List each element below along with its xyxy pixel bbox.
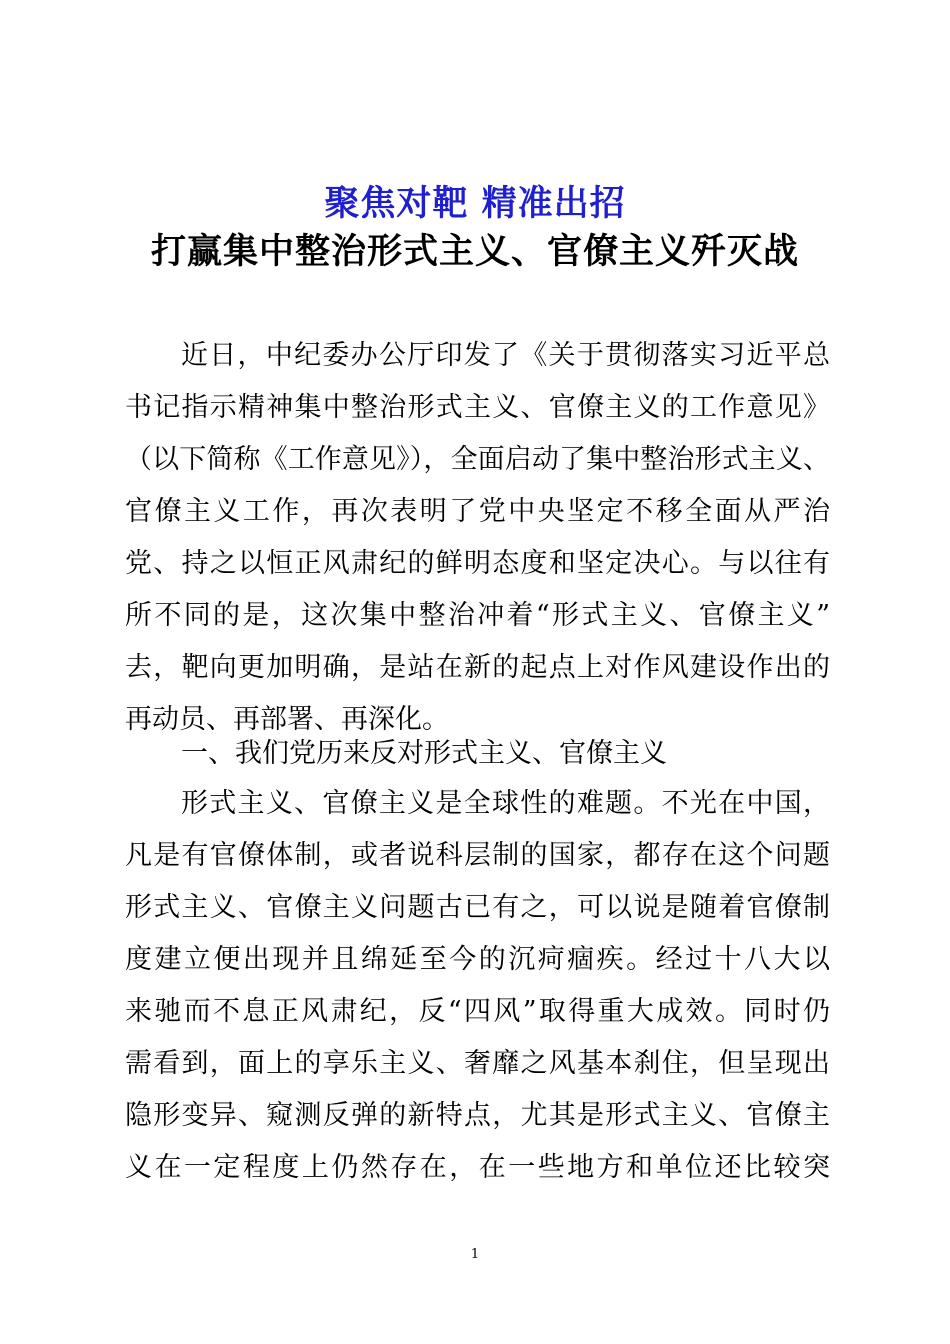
paragraph-line: 形式主义、官僚主义是全球性的难题。不光在中国， xyxy=(181,788,830,819)
paragraph-line: 官僚主义工作，再次表明了党中央坚定不移全面从严治 xyxy=(125,496,830,527)
paragraph-line: 度建立便出现并且绵延至今的沉疴痼疾。经过十八大以 xyxy=(125,944,830,975)
paragraph-section-one xyxy=(125,778,830,1194)
page-number: 1 xyxy=(470,1247,480,1262)
paragraph-line: 党、持之以恒正风肃纪的鲜明态度和坚定决心。与以往有 xyxy=(125,548,830,579)
paragraph-line: 书记指示精神集中整治形式主义、官僚主义的工作意见》 xyxy=(125,392,830,423)
paragraph-line: 需看到，面上的享乐主义、奢靡之风基本刹住，但呈现出 xyxy=(125,1048,830,1079)
paragraph-line: 再动员、再部署、再深化。 xyxy=(125,704,449,735)
paragraph-line: 义在一定程度上仍然存在，在一些地方和单位还比较突 xyxy=(125,1152,830,1183)
section-heading: 一、我们党历来反对形式主义、官僚主义 xyxy=(181,738,667,769)
paragraph-line: 来驰而不息正风肃纪，反“四风”取得重大成效。同时仍 xyxy=(125,996,830,1027)
document-title: 聚焦对靶 精准出招 xyxy=(324,183,626,224)
paragraph-line: 凡是有官僚体制，或者说科层制的国家，都存在这个问题 xyxy=(125,840,830,871)
paragraph-line: 隐形变异、窥测反弹的新特点，尤其是形式主义、官僚主 xyxy=(125,1100,830,1131)
paragraph-intro xyxy=(125,330,830,746)
paragraph-line: 形式主义、官僚主义问题古已有之，可以说是随着官僚制 xyxy=(125,892,830,923)
paragraph-line: 近日，中纪委办公厅印发了《关于贯彻落实习近平总 xyxy=(181,340,830,371)
paragraph-line: （以下简称《工作意见》），全面启动了集中整治形式主义、 xyxy=(125,444,830,475)
paragraph-line: 去，靶向更加明确，是站在新的起点上对作风建设作出的 xyxy=(125,652,830,683)
document-subtitle: 打赢集中整治形式主义、官僚主义歼灭战 xyxy=(150,231,799,272)
paragraph-line: 所不同的是，这次集中整治冲着“形式主义、官僚主义” xyxy=(125,600,830,631)
